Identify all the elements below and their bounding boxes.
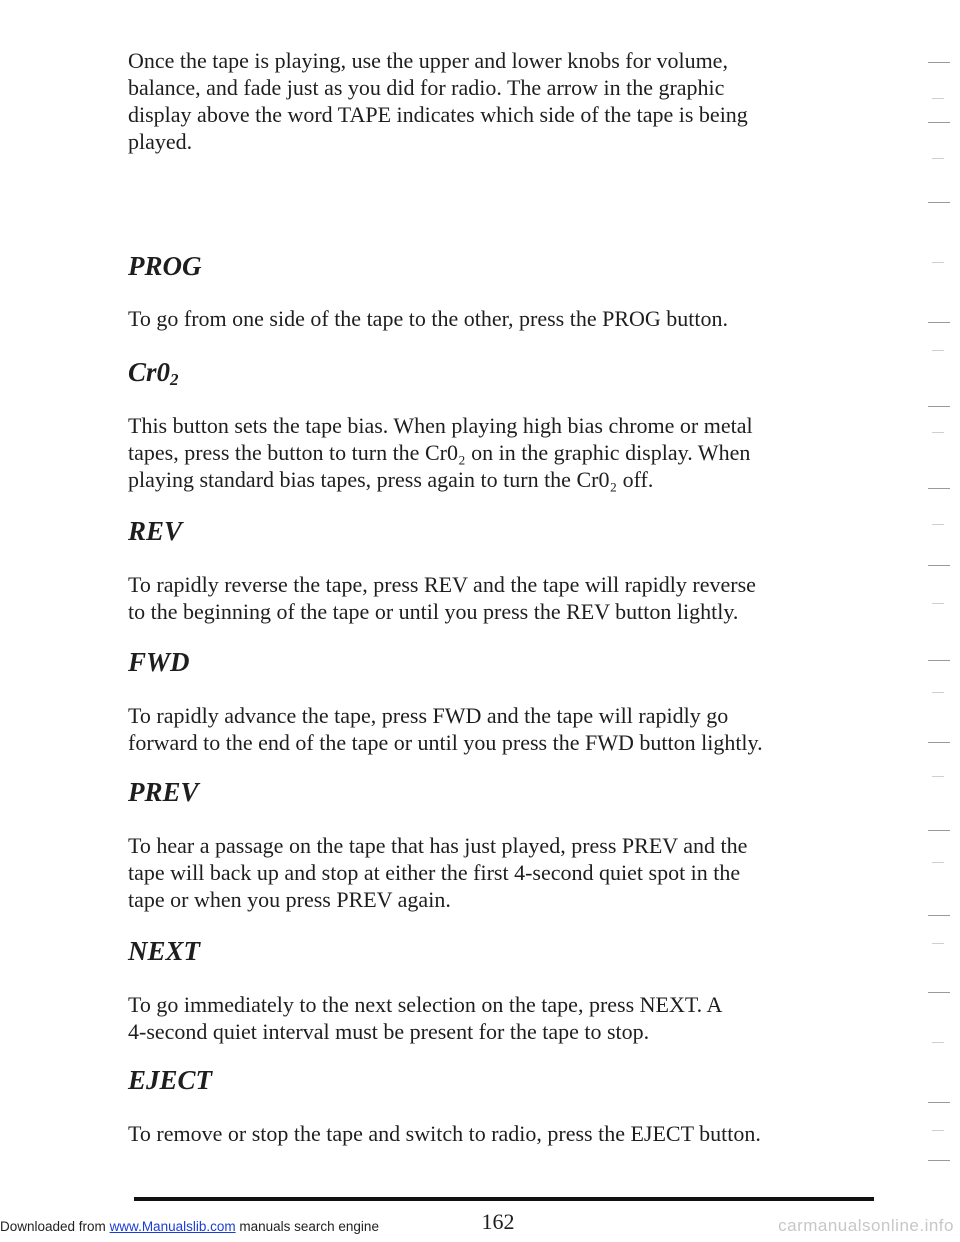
section-heading: NEXT <box>128 936 201 966</box>
intro-paragraph <box>128 47 868 155</box>
section-heading: FWD <box>128 647 190 677</box>
page-number: 162 <box>481 1209 515 1234</box>
section-heading: PROG <box>128 251 202 281</box>
site-watermark: carmanualsonline.info <box>778 1216 954 1235</box>
section-line: To go from one side of the tape to the other, press the PROG button. <box>128 306 729 331</box>
intro-line: display above the word TAPE indicates which side of the tape is being <box>128 102 748 127</box>
section-eject <box>128 1065 868 1147</box>
section-line: To hear a passage on the tape that has just played, press PREV and the <box>128 833 748 858</box>
section-cro2 <box>128 357 868 493</box>
section-prev <box>128 777 868 913</box>
footer-rule <box>134 1197 874 1201</box>
margin-edge-marks <box>928 50 952 1170</box>
manualslib-link[interactable]: www.Manualslib.com <box>109 1219 236 1234</box>
section-line: This button sets the tape bias. When playing high bias chrome or metal <box>128 413 753 438</box>
section-prog <box>128 251 868 332</box>
section-line: To go immediately to the next selection on the tape, press NEXT. A <box>128 992 723 1017</box>
section-next <box>128 936 868 1045</box>
download-prefix: Downloaded from <box>0 1219 110 1234</box>
section-line: tape will back up and stop at either the first 4-second quiet spot in the <box>128 860 741 885</box>
section-line: to the beginning of the tape or until you press the REV button lightly. <box>128 599 739 624</box>
section-line: tape or when you press PREV again. <box>128 887 451 912</box>
section-line: To rapidly reverse the tape, press REV and the tape will rapidly reverse <box>128 572 756 597</box>
intro-line: Once the tape is playing, use the upper and lower knobs for volume, <box>128 48 728 73</box>
section-fwd <box>128 647 868 756</box>
section-line: tapes, press the button to turn the Cr0₂ on in the graphic display. When <box>128 440 751 465</box>
download-suffix: manuals search engine <box>235 1219 379 1234</box>
section-heading: EJECT <box>128 1065 213 1095</box>
intro-line: balance, and fade just as you did for radio. The arrow in the graphic <box>128 75 725 100</box>
section-line: forward to the end of the tape or until you press the FWD button lightly. <box>128 730 763 755</box>
section-heading: $Cr0_2$ <box>128 357 179 389</box>
section-line: To rapidly advance the tape, press FWD and the tape will rapidly go <box>128 703 729 728</box>
section-line: To remove or stop the tape and switch to radio, press the EJECT button. <box>128 1121 761 1146</box>
download-source-line <box>0 1219 379 1234</box>
section-line: 4-second quiet interval must be present for the tape to stop. <box>128 1019 650 1044</box>
intro-line: played. <box>128 129 193 154</box>
section-heading: REV <box>128 516 183 546</box>
section-line: playing standard bias tapes, press again to turn the Cr0₂ off. <box>128 467 654 492</box>
section-heading: PREV <box>128 777 199 807</box>
section-rev <box>128 516 868 625</box>
